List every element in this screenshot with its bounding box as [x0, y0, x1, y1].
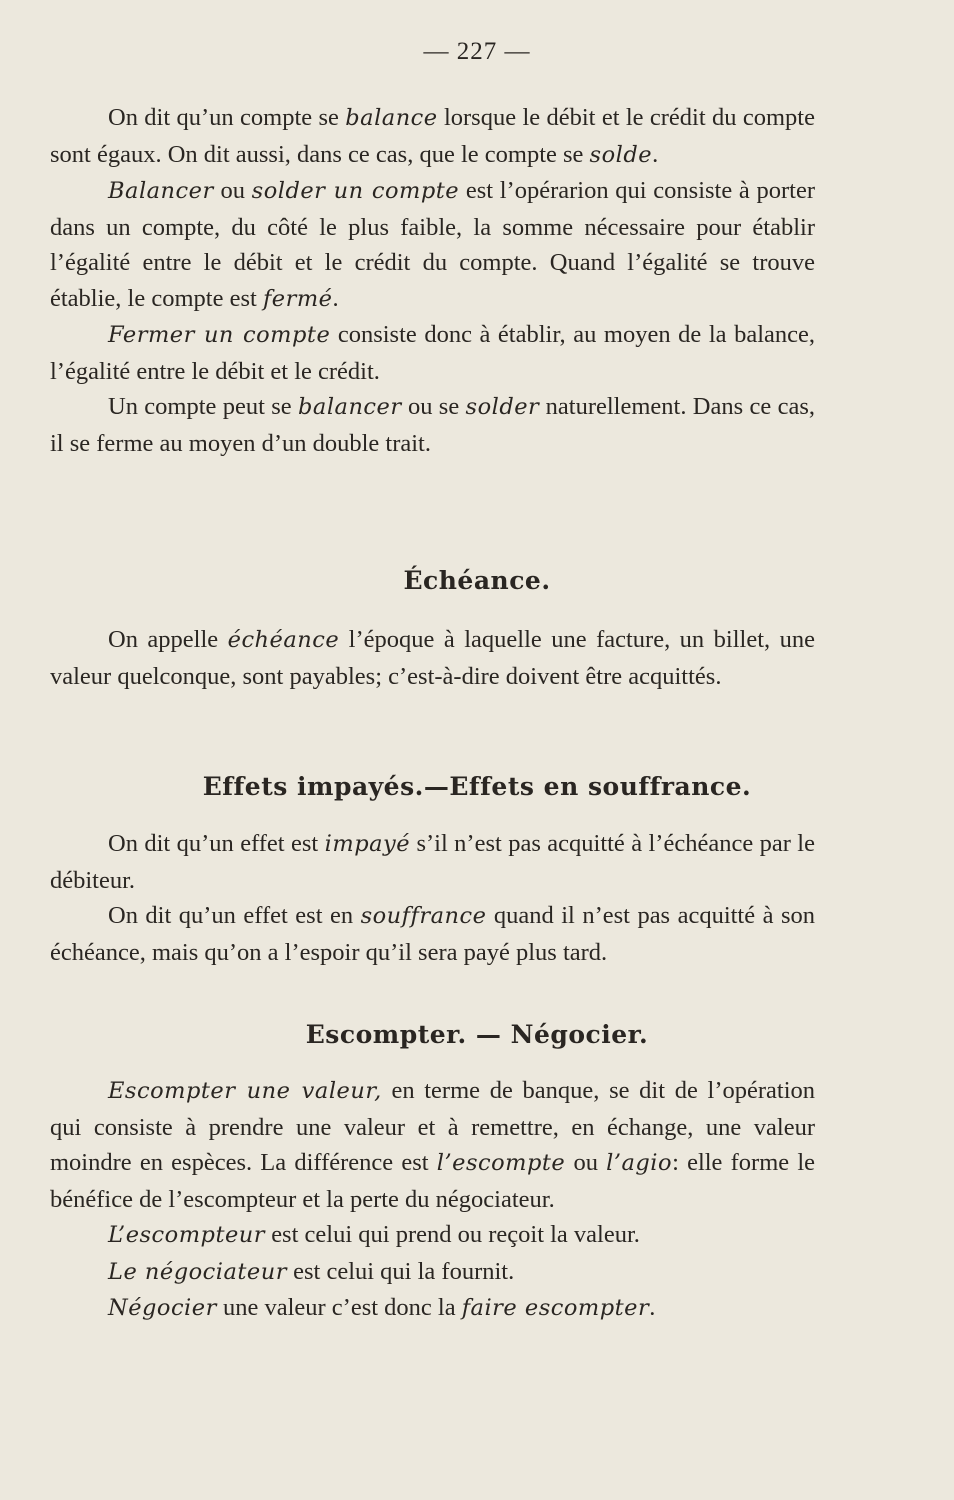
section-balance: [50, 100, 815, 461]
paragraph: On appelle échéance l’époque à laquelle une facture, un billet, une valeur quelconque, sont payables; c’est-à-dire doivent être acquittés.: [50, 626, 815, 690]
paragraph: On dit qu’un effet est impayé s’il n’est pas acquitté à l’échéance par le débiteur.: [50, 830, 815, 894]
paragraph: Escompter une valeur, en terme de banque, se dit de l’opération qui consiste à prendre une valeur et à remettre, en échange, une valeur moindre en espèces. La différence est l’escompte ou l’agio: elle forme le bénéfice de l’escompteur et la perte du négociateur.: [50, 1077, 816, 1213]
paragraph: Balancer ou solder un compte est l’opérarion qui consiste à porter dans un compte, du côté le plus faible, la somme nécessaire pour établir l’égalité entre le débit et le crédit du compte. Quand l’égalité se trouve établie, le compte est fermé.: [50, 177, 816, 312]
section-effets: [50, 826, 815, 970]
heading-effets: Effets impayés.—Effets en souffrance.: [202, 772, 752, 801]
paragraph: Négocier une valeur c’est donc la faire escompter.: [108, 1294, 656, 1321]
page-number: — 227 —: [423, 38, 531, 65]
heading-echeance: Échéance.: [403, 566, 551, 595]
paragraph: Fermer un compte consiste donc à établir, au moyen de la balance, l’égalité entre le débit et le crédit.: [50, 321, 815, 385]
section-echeance: [50, 622, 815, 694]
paragraph: On dit qu’un compte se balance lorsque le débit et le crédit du compte sont égaux. On dit aussi, dans ce cas, que le compte se solde.: [50, 104, 815, 168]
heading-escompter: Escompter. — Négocier.: [305, 1020, 649, 1049]
paragraph: Le négociateur est celui qui la fournit.: [108, 1257, 515, 1285]
paragraph: Un compte peut se balancer ou se solder naturellement. Dans ce cas, il se ferme au moyen d’un double trait.: [50, 393, 815, 457]
section-escompter: [50, 1073, 815, 1327]
paragraph: On dit qu’un effet est en souffrance quand il n’est pas acquitté à son échéance, mais qu’on a l’espoir qu’il sera payé plus tard.: [50, 902, 815, 966]
paragraph: L’escompteur est celui qui prend ou reçoit la valeur.: [108, 1221, 640, 1248]
